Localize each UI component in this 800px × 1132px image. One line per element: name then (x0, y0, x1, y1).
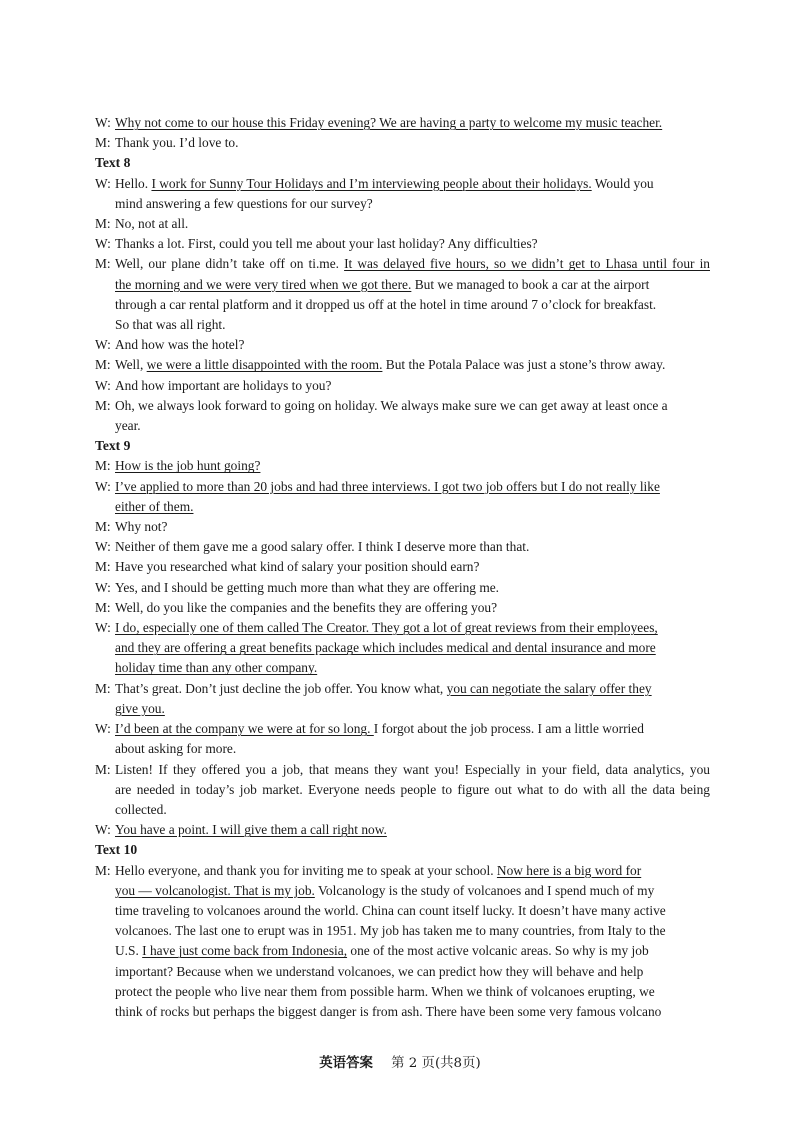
text-segment: And how important are holidays to you? (115, 377, 332, 393)
line-text (115, 458, 260, 473)
text-segment: Hello. (115, 175, 152, 191)
speaker-label: W: (95, 721, 111, 737)
underlined-answer-text: you can negotiate the salary offer they (446, 680, 652, 696)
transcript-body (95, 113, 710, 1022)
line-text (115, 923, 666, 938)
section-heading (95, 840, 710, 860)
text-segment: But we managed to book a car at the airport (411, 276, 650, 292)
line-text (115, 762, 710, 777)
continuation-line (95, 416, 710, 436)
line-text (115, 216, 188, 231)
text-segment: Why not? (115, 519, 168, 535)
text-segment: protect the people who live near them from possible harm. When we think of volcanoes erupting, we (115, 983, 655, 999)
line-text (115, 196, 373, 211)
dialogue-line (95, 719, 710, 739)
speaker-label: M: (95, 135, 111, 151)
speaker-label: W: (95, 175, 111, 191)
line-text (115, 519, 167, 534)
dialogue-line (95, 254, 710, 274)
line-text (115, 479, 660, 494)
line-text (115, 499, 193, 514)
dialogue-line (95, 598, 710, 618)
line-text (115, 580, 499, 595)
speaker-label: W: (95, 822, 111, 838)
text-segment: Volcanology is the study of volcanoes and I spend much of my (314, 882, 655, 898)
underlined-answer-text: holiday time than any other company. (115, 660, 318, 676)
speaker-label: M: (95, 216, 111, 232)
dialogue-line (95, 537, 710, 557)
line-text (115, 782, 710, 797)
text-segment: important? Because when we understand volcanoes, we can predict how they will behave and help (115, 963, 644, 979)
line-text (115, 297, 656, 312)
dialogue-line (95, 820, 710, 840)
underlined-answer-text: Now here is a big word for (496, 862, 642, 878)
text-segment: Would you (591, 175, 654, 191)
speaker-label: M: (95, 397, 111, 413)
text-segment: Thank you. I’d love to. (115, 135, 239, 151)
continuation-line (95, 780, 710, 800)
text-segment: think of rocks but perhaps the biggest danger is from ash. There have been some very famous volcano (115, 1003, 662, 1019)
text-segment: volcanoes. The last one to erupt was in 1951. My job has taken me to many countries, from Italy to the (115, 923, 666, 939)
speaker-label: W: (95, 337, 111, 353)
dialogue-line (95, 517, 710, 537)
line-text (115, 277, 649, 292)
dialogue-line (95, 335, 710, 355)
dialogue-line (95, 477, 710, 497)
continuation-line (95, 295, 710, 315)
text-segment: So that was all right. (115, 317, 226, 333)
speaker-label: W: (95, 579, 111, 595)
continuation-line (95, 315, 710, 335)
underlined-answer-text: It was delayed five hours, so we didn’t get to Lhasa until four in (344, 256, 710, 272)
line-text (115, 539, 529, 554)
line-text (115, 176, 654, 191)
text-segment: I forgot about the job process. I am a little worried (373, 721, 644, 737)
text-segment: Listen! If they offered you a job, that means they want you! Especially in your field, data analytics, you (115, 761, 710, 777)
text-segment: That’s great. Don’t just decline the job offer. You know what, (115, 680, 447, 696)
text-segment: But the Potala Palace was just a stone’s throw away. (382, 357, 666, 373)
dialogue-line (95, 557, 710, 577)
dialogue-line (95, 861, 710, 881)
text-segment: year. (115, 418, 141, 434)
text-segment: are needed in today’s job market. Everyone needs people to figure out what to do with all the data being (115, 781, 710, 797)
dialogue-line (95, 679, 710, 699)
line-text (115, 903, 666, 918)
text-segment: time traveling to volcanoes around the world. China can count itself lucky. It doesn’t have many active (115, 902, 666, 918)
continuation-line (95, 901, 710, 921)
text-segment: collected. (115, 801, 167, 817)
dialogue-line (95, 760, 710, 780)
line-text (115, 236, 538, 251)
continuation-line (95, 921, 710, 941)
line-text (95, 438, 130, 453)
line-text (115, 337, 244, 352)
speaker-label: W: (95, 478, 111, 494)
text-segment: Text 9 (95, 438, 131, 454)
line-text (115, 317, 225, 332)
dialogue-line (95, 578, 710, 598)
dialogue-line (95, 396, 710, 416)
text-segment: Thanks a lot. First, could you tell me about your last holiday? Any difficulties? (115, 236, 538, 252)
underlined-answer-text: the morning and we were very tired when we got there. (115, 276, 412, 292)
text-segment: No, not at all. (115, 216, 189, 232)
dialogue-line (95, 618, 710, 638)
line-text (115, 943, 649, 958)
text-segment: mind answering a few questions for our survey? (115, 195, 373, 211)
continuation-line (95, 497, 710, 517)
speaker-label: M: (95, 862, 111, 878)
underlined-answer-text: I’ve applied to more than 20 jobs and had three interviews. I got two job offers but I do not really like (115, 478, 660, 494)
continuation-line (95, 941, 710, 961)
text-segment: Hello everyone, and thank you for inviting me to speak at your school. (115, 862, 497, 878)
text-segment: Oh, we always look forward to going on holiday. We always make sure we can get away at least once a (115, 397, 668, 413)
continuation-line (95, 1002, 710, 1022)
dialogue-line (95, 113, 710, 133)
dialogue-line (95, 456, 710, 476)
continuation-line (95, 962, 710, 982)
underlined-answer-text: give you. (115, 700, 165, 716)
page-footer (0, 1052, 800, 1071)
speaker-label: M: (95, 458, 111, 474)
text-segment: Well, do you like the companies and the benefits they are offering you? (115, 599, 498, 615)
underlined-answer-text: You have a point. I will give them a call right now. (115, 822, 387, 838)
continuation-line (95, 638, 710, 658)
underlined-answer-text: I have just come back from Indonesia, (142, 943, 348, 959)
line-text (115, 802, 167, 817)
dialogue-line (95, 133, 710, 153)
speaker-label: W: (95, 620, 111, 636)
speaker-label: W: (95, 377, 111, 393)
line-text (115, 822, 387, 837)
line-text (115, 357, 665, 372)
text-segment: U.S. (115, 943, 143, 959)
line-text (115, 600, 497, 615)
line-text (115, 964, 643, 979)
footer-page-number: 第 2 页(共8页) (391, 1056, 481, 1071)
continuation-line (95, 739, 710, 759)
line-text (115, 660, 317, 675)
continuation-line (95, 982, 710, 1002)
underlined-answer-text: How is the job hunt going? (115, 458, 261, 474)
line-text (115, 398, 668, 413)
dialogue-line (95, 214, 710, 234)
text-segment: Have you researched what kind of salary your position should earn? (115, 559, 480, 575)
dialogue-line (95, 376, 710, 396)
line-text (115, 681, 652, 696)
continuation-line (95, 800, 710, 820)
footer-subject: 英语答案 (319, 1055, 373, 1071)
dialogue-line (95, 174, 710, 194)
text-segment: Yes, and I should be getting much more than what they are offering me. (115, 579, 500, 595)
continuation-line (95, 881, 710, 901)
underlined-answer-text: you — volcanologist. That is my job. (115, 882, 315, 898)
speaker-label: M: (95, 599, 111, 615)
line-text (115, 863, 641, 878)
line-text (115, 256, 710, 271)
underlined-answer-text: Why not come to our house this Friday evening? We are having a party to welcome my music teacher. (115, 115, 663, 130)
line-text (115, 721, 644, 736)
speaker-label: M: (95, 559, 111, 575)
line-text (115, 559, 479, 574)
continuation-line (95, 658, 710, 678)
line-text (115, 378, 331, 393)
speaker-label: W: (95, 539, 111, 555)
line-text (115, 984, 655, 999)
text-segment: And how was the hotel? (115, 337, 245, 353)
underlined-answer-text: I’d been at the company we were at for so long. (115, 721, 374, 737)
line-text (115, 883, 654, 898)
text-segment: Text 8 (95, 155, 131, 171)
line-text (95, 155, 130, 170)
speaker-label: W: (95, 236, 111, 252)
line-text (115, 620, 658, 635)
line-text (115, 418, 141, 433)
line-text (115, 640, 656, 655)
line-text (115, 701, 165, 716)
speaker-label: W: (95, 115, 111, 130)
dialogue-line (95, 234, 710, 254)
text-segment: Well, (115, 357, 147, 373)
continuation-line (95, 194, 710, 214)
line-text (115, 1004, 661, 1019)
continuation-line (95, 699, 710, 719)
line-text (115, 135, 238, 150)
section-heading (95, 153, 710, 173)
continuation-line (95, 275, 710, 295)
speaker-label: M: (95, 519, 111, 535)
text-segment: Neither of them gave me a good salary offer. I think I deserve more than that. (115, 539, 530, 555)
line-text (115, 741, 236, 756)
speaker-label: M: (95, 761, 111, 777)
text-segment: through a car rental platform and it dropped us off at the hotel in time around 7 o’clock for breakfast. (115, 296, 657, 312)
underlined-answer-text: either of them. (115, 498, 194, 514)
section-heading (95, 436, 710, 456)
speaker-label: M: (95, 680, 111, 696)
speaker-label: M: (95, 256, 111, 272)
underlined-answer-text: and they are offering a great benefits package which includes medical and dental insurance and more (115, 640, 656, 656)
line-text (95, 842, 137, 857)
underlined-answer-text: I do, especially one of them called The Creator. They got a lot of great reviews from their employees, (115, 620, 658, 636)
text-segment: Well, our plane didn’t take off on ti.me. (115, 256, 345, 272)
text-segment: one of the most active volcanic areas. So why is my job (347, 943, 649, 959)
speaker-label: M: (95, 357, 111, 373)
underlined-answer-text: I work for Sunny Tour Holidays and I’m interviewing people about their holidays. (151, 175, 592, 191)
underlined-answer-text: we were a little disappointed with the room. (146, 357, 383, 373)
text-segment: about asking for more. (115, 741, 237, 757)
line-text (115, 115, 662, 130)
text-segment: Text 10 (95, 842, 138, 858)
dialogue-line (95, 355, 710, 375)
